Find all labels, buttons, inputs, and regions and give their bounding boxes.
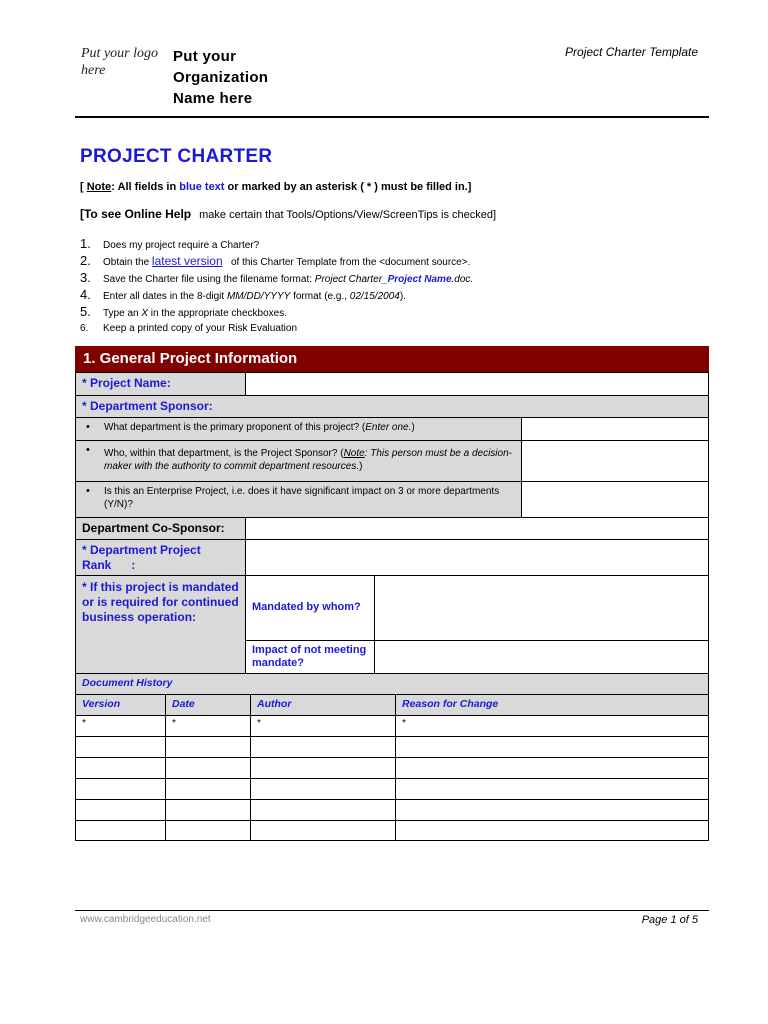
col-author: Author [250, 694, 396, 716]
question-hint: : This person must be a decision-maker with the authority to commit department resources. [104, 448, 512, 472]
help-rest: make certain that Tools/Options/View/ScreenTips is checked] [199, 209, 497, 221]
mandated-label: * If this project is mandated or is required for continued business operation: [75, 575, 246, 674]
filename-prefix: Project Charter_ [314, 274, 388, 285]
footer-divider [75, 910, 709, 911]
history-cell[interactable]: * [75, 715, 166, 737]
required-fields-note [80, 181, 471, 193]
history-cell[interactable] [250, 820, 396, 841]
step-text: Keep a printed copy of your Risk Evaluation [103, 323, 297, 334]
history-cell[interactable] [250, 799, 396, 821]
filename-project-name: Project Name [387, 274, 452, 285]
history-cell[interactable] [75, 799, 166, 821]
page-number: Page 1 of 5 [641, 914, 698, 926]
col-version: Version [75, 694, 166, 716]
co-sponsor-label: Department Co-Sponsor: [75, 517, 246, 540]
project-sponsor-field[interactable] [521, 440, 709, 482]
co-sponsor-field[interactable] [245, 517, 709, 540]
department-rank-field[interactable] [245, 539, 709, 576]
organization-name [173, 46, 373, 109]
col-date: Date [165, 694, 251, 716]
step-text: ). [399, 291, 406, 302]
instructions-list [80, 235, 473, 337]
history-cell[interactable]: * [395, 715, 709, 737]
step-number: 1. [80, 236, 91, 251]
history-cell[interactable] [75, 820, 166, 841]
primary-department-question [75, 417, 522, 441]
step-number: 2. [80, 253, 91, 268]
history-cell[interactable] [395, 820, 709, 841]
note-text-2: or marked by an asterisk ( * ) must be filled in. [224, 181, 468, 193]
step-5 [80, 303, 473, 320]
note-text-1: : All fields in [111, 181, 180, 193]
step-text: Save the Charter file using the filename format: [103, 274, 315, 285]
history-cell[interactable]: * [165, 715, 251, 737]
step-text: Enter all dates in the 8-digit [103, 291, 227, 302]
org-line-3: Name here [173, 90, 253, 107]
step-text: Does my project require a Charter? [103, 240, 260, 251]
rank-label-line-2: Rank : [82, 558, 136, 572]
enterprise-project-question: • Is this an Enterprise Project, i.e. does it have significant impact on 3 or more departments (Y/N)? [75, 481, 522, 518]
step-4 [80, 286, 473, 303]
history-cell[interactable] [395, 799, 709, 821]
project-sponsor-question [75, 440, 522, 482]
history-cell[interactable] [165, 757, 251, 779]
mandated-by-label: Mandated by whom? [245, 575, 375, 641]
rank-label-line-1: * Department Project [82, 543, 201, 557]
department-sponsor-label: * Department Sponsor: [75, 395, 709, 418]
history-cell[interactable] [75, 736, 166, 758]
history-cell[interactable] [395, 757, 709, 779]
history-cell[interactable] [165, 799, 251, 821]
mandated-by-field[interactable] [374, 575, 709, 641]
history-cell[interactable] [75, 757, 166, 779]
note-bracket-open: [ [80, 181, 87, 193]
step-text: in the appropriate checkboxes. [148, 308, 288, 319]
question-text: What department is the primary proponent of this project? ( [104, 422, 366, 433]
step-number: 6. [80, 323, 89, 334]
online-help-note [80, 207, 496, 221]
step-text: Obtain the [103, 257, 152, 268]
history-cell[interactable] [250, 736, 396, 758]
step-number: 5. [80, 304, 91, 319]
help-bold: [To see Online Help [80, 207, 192, 221]
logo-placeholder: Put your logo here [81, 46, 158, 78]
step-number: 4. [80, 287, 91, 302]
org-line-1: Put your [173, 48, 237, 65]
history-cell[interactable] [250, 778, 396, 800]
history-cell[interactable] [395, 778, 709, 800]
col-reason: Reason for Change [395, 694, 709, 716]
template-label: Project Charter Template [565, 45, 698, 59]
history-cell[interactable] [250, 757, 396, 779]
impact-field[interactable] [374, 640, 709, 674]
date-format: MM/DD/YYYY [226, 291, 291, 302]
x-mark: X [141, 308, 149, 319]
enterprise-project-field[interactable] [521, 481, 709, 518]
project-name-field[interactable] [245, 372, 709, 396]
org-line-2: Organization [173, 69, 269, 86]
date-example: 02/15/2004 [349, 291, 400, 302]
step-text: Type an [103, 308, 142, 319]
primary-department-field[interactable] [521, 417, 709, 441]
question-text: Who, within that department, is the Project Sponsor? ( [104, 448, 344, 459]
question-close: ) [411, 422, 415, 433]
header-divider [75, 116, 709, 118]
question-note-label: Note [343, 448, 365, 459]
footer-url: www.cambridgeeducation.net [80, 914, 211, 925]
history-cell[interactable] [165, 736, 251, 758]
step-3 [80, 269, 473, 286]
document-history-title: Document History [75, 673, 709, 695]
note-blue-text: blue text [179, 181, 225, 193]
section-heading: 1. General Project Information [75, 346, 709, 372]
step-text: of this Charter Template from the <document source>. [222, 257, 471, 268]
history-cell[interactable] [165, 820, 251, 841]
step-1 [80, 235, 473, 252]
impact-label: Impact of not meeting mandate? [245, 640, 375, 674]
history-cell[interactable] [165, 778, 251, 800]
history-cell[interactable] [395, 736, 709, 758]
filename-extension: .doc. [451, 274, 474, 285]
latest-version-link[interactable]: latest version [151, 254, 223, 268]
step-2 [80, 252, 473, 269]
step-number: 3. [80, 270, 91, 285]
step-text: format (e.g., [290, 291, 350, 302]
history-cell[interactable]: * [250, 715, 396, 737]
question-close: ) [359, 461, 363, 472]
project-name-label: * Project Name: [75, 372, 246, 396]
department-rank-label [75, 539, 246, 576]
note-bracket-close: ] [467, 181, 472, 193]
history-cell[interactable] [75, 778, 166, 800]
note-label: Note [86, 181, 112, 193]
page-title: PROJECT CHARTER [80, 146, 273, 167]
question-hint: Enter one. [365, 422, 412, 433]
step-6 [80, 320, 473, 337]
